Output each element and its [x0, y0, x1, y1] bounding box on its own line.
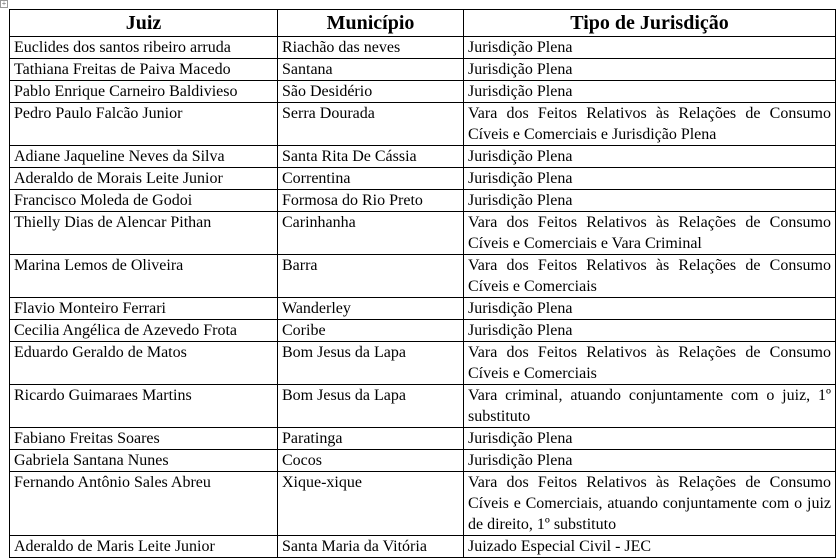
cell-municipio: Cocos [278, 450, 464, 472]
cell-juiz: Marina Lemos de Oliveira [10, 255, 278, 298]
cell-tipo: Juizado Especial Civil - JEC [464, 536, 836, 558]
table-row [10, 385, 836, 428]
cell-municipio: Barra [278, 255, 464, 298]
table-row [10, 37, 836, 59]
cell-juiz: Thielly Dias de Alencar Pithan [10, 212, 278, 255]
cell-municipio: Bom Jesus da Lapa [278, 342, 464, 385]
cell-tipo: Jurisdição Plena [464, 168, 836, 190]
cell-tipo: Vara dos Feitos Relativos às Relações de Consumo Cíveis e Comerciais e Vara Criminal [464, 212, 836, 255]
cell-juiz: Aderaldo de Maris Leite Junior [10, 536, 278, 558]
cell-municipio: Santa Maria da Vitória [278, 536, 464, 558]
cell-tipo: Vara dos Feitos Relativos às Relações de Consumo Cíveis e Comerciais [464, 342, 836, 385]
table-row [10, 212, 836, 255]
table-row [10, 428, 836, 450]
cell-juiz: Fernando Antônio Sales Abreu [10, 472, 278, 536]
cell-juiz: Adiane Jaqueline Neves da Silva [10, 146, 278, 168]
table-row [10, 298, 836, 320]
header-municipio: Município [278, 10, 464, 37]
cell-tipo: Vara dos Feitos Relativos às Relações de Consumo Cíveis e Comerciais [464, 255, 836, 298]
table-row [10, 342, 836, 385]
table-row [10, 81, 836, 103]
cell-tipo: Jurisdição Plena [464, 146, 836, 168]
cell-municipio: São Desidério [278, 81, 464, 103]
table-row [10, 320, 836, 342]
cell-juiz: Ricardo Guimaraes Martins [10, 385, 278, 428]
table-row [10, 255, 836, 298]
cell-municipio: Wanderley [278, 298, 464, 320]
table-row [10, 472, 836, 536]
cell-tipo: Jurisdição Plena [464, 450, 836, 472]
cell-municipio: Xique-xique [278, 472, 464, 536]
table-row [10, 146, 836, 168]
header-juiz: Juiz [10, 10, 278, 37]
cell-juiz: Cecilia Angélica de Azevedo Frota [10, 320, 278, 342]
cell-juiz: Pablo Enrique Carneiro Baldivieso [10, 81, 278, 103]
cell-municipio: Correntina [278, 168, 464, 190]
cell-municipio: Riachão das neves [278, 37, 464, 59]
move-handle-icon[interactable]: + [1, 0, 7, 8]
cell-tipo: Vara dos Feitos Relativos às Relações de Consumo Cíveis e Comerciais e Jurisdição Plena [464, 103, 836, 146]
cell-municipio: Santa Rita De Cássia [278, 146, 464, 168]
cell-juiz: Gabriela Santana Nunes [10, 450, 278, 472]
table-row [10, 59, 836, 81]
cell-tipo: Vara dos Feitos Relativos às Relações de Consumo Cíveis e Comerciais, atuando conjuntamente com o juiz de direito, 1º substituto [464, 472, 836, 536]
cell-tipo: Jurisdição Plena [464, 59, 836, 81]
cell-municipio: Carinhanha [278, 212, 464, 255]
cell-municipio: Formosa do Rio Preto [278, 190, 464, 212]
cell-tipo: Vara criminal, atuando conjuntamente com o juiz, 1º substituto [464, 385, 836, 428]
cell-municipio: Santana [278, 59, 464, 81]
table-header-row [10, 10, 836, 37]
cell-juiz: Tathiana Freitas de Paiva Macedo [10, 59, 278, 81]
judges-table [9, 9, 836, 558]
cell-municipio: Coribe [278, 320, 464, 342]
cell-municipio: Paratinga [278, 428, 464, 450]
cell-juiz: Francisco Moleda de Godoi [10, 190, 278, 212]
cell-tipo: Jurisdição Plena [464, 190, 836, 212]
cell-juiz: Pedro Paulo Falcão Junior [10, 103, 278, 146]
table-row [10, 450, 836, 472]
cell-municipio: Serra Dourada [278, 103, 464, 146]
cell-juiz: Fabiano Freitas Soares [10, 428, 278, 450]
cell-tipo: Jurisdição Plena [464, 320, 836, 342]
header-tipo-jurisdicao: Tipo de Jurisdição [464, 10, 836, 37]
table-row [10, 168, 836, 190]
cell-juiz: Aderaldo de Morais Leite Junior [10, 168, 278, 190]
cell-tipo: Jurisdição Plena [464, 428, 836, 450]
cell-tipo: Jurisdição Plena [464, 81, 836, 103]
cell-juiz: Flavio Monteiro Ferrari [10, 298, 278, 320]
table-row [10, 190, 836, 212]
table-row [10, 536, 836, 558]
cell-juiz: Eduardo Geraldo de Matos [10, 342, 278, 385]
cell-tipo: Jurisdição Plena [464, 298, 836, 320]
cell-tipo: Jurisdição Plena [464, 37, 836, 59]
cell-juiz: Euclides dos santos ribeiro arruda [10, 37, 278, 59]
cell-municipio: Bom Jesus da Lapa [278, 385, 464, 428]
table-row [10, 103, 836, 146]
